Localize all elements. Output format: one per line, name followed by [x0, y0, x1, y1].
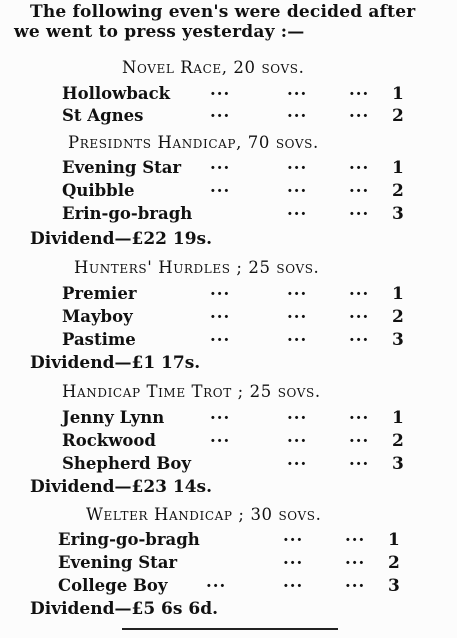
race-heading-presidents: Presidnts Handicap, 70 sovs. [68, 133, 319, 152]
leader-dots: ... [210, 303, 231, 322]
leader-dots: ... [349, 303, 370, 322]
placing: 1 [388, 530, 400, 550]
horse-name: Jenny Lynn [62, 408, 165, 427]
placing: 1 [392, 158, 404, 178]
leader-dots: ... [349, 154, 370, 173]
placing: 1 [392, 408, 404, 428]
placing: 2 [388, 553, 400, 573]
leader-dots: ... [287, 280, 308, 299]
horse-name: Erin-go-bragh [62, 204, 193, 223]
intro-line-1: The following even's were decided after [30, 2, 416, 22]
intro-line-2: we went to press yesterday :— [14, 22, 305, 42]
leader-dots: ... [287, 450, 308, 469]
leader-dots: ... [349, 102, 370, 121]
leader-dots: ... [349, 200, 370, 219]
leader-dots: ... [287, 102, 308, 121]
leader-dots: ... [349, 404, 370, 423]
leader-dots: ... [349, 326, 370, 345]
leader-dots: ... [349, 177, 370, 196]
dividend-line: Dividend—£22 19s. [30, 229, 213, 249]
race-heading-hunters: Hunters' Hurdles ; 25 sovs. [74, 258, 320, 277]
leader-dots: ... [287, 177, 308, 196]
leader-dots: ... [283, 549, 304, 568]
leader-dots: ... [206, 572, 227, 591]
leader-dots: ... [210, 427, 231, 446]
placing: 3 [392, 204, 404, 224]
leader-dots: ... [287, 303, 308, 322]
race-heading-time-trot: Handicap Time Trot ; 25 sovs. [62, 382, 321, 401]
placing: 3 [388, 576, 400, 596]
horse-name: Rockwood [62, 431, 156, 450]
race-heading-welter: Welter Handicap ; 30 sovs. [86, 505, 322, 524]
intro-paragraph [0, 2, 457, 42]
leader-dots: ... [345, 572, 366, 591]
placing: 3 [392, 330, 404, 350]
leader-dots: ... [287, 427, 308, 446]
leader-dots: ... [283, 572, 304, 591]
leader-dots: ... [345, 549, 366, 568]
race-heading-novel: Novel Race, 20 sovs. [122, 58, 305, 77]
horse-name: Premier [62, 284, 137, 303]
placing: 1 [392, 84, 404, 104]
leader-dots: ... [287, 326, 308, 345]
leader-dots: ... [287, 80, 308, 99]
horse-name: Quibble [62, 181, 135, 200]
dividend-line: Dividend—£1 17s. [30, 353, 201, 373]
leader-dots: ... [210, 404, 231, 423]
leader-dots: ... [349, 80, 370, 99]
placing: 1 [392, 284, 404, 304]
leader-dots: ... [345, 526, 366, 545]
leader-dots: ... [210, 326, 231, 345]
placing: 2 [392, 431, 404, 451]
horse-name: Ering-go-bragh [58, 530, 200, 549]
leader-dots: ... [349, 427, 370, 446]
leader-dots: ... [287, 154, 308, 173]
placing: 2 [392, 106, 404, 126]
placing: 2 [392, 307, 404, 327]
horse-name: Pastime [62, 330, 136, 349]
horse-name: Evening Star [62, 158, 182, 177]
horse-name: Shepherd Boy [62, 454, 191, 473]
horse-name: College Boy [58, 576, 168, 595]
leader-dots: ... [287, 200, 308, 219]
leader-dots: ... [210, 80, 231, 99]
leader-dots: ... [210, 177, 231, 196]
horse-name: Evening Star [58, 553, 178, 572]
horse-name: St Agnes [62, 106, 144, 125]
dividend-line: Dividend—£5 6s 6d. [30, 599, 219, 619]
horse-name: Hollowback [62, 84, 171, 103]
dividend-line: Dividend—£23 14s. [30, 477, 213, 497]
placing: 2 [392, 181, 404, 201]
section-rule [122, 628, 338, 630]
horse-name: Mayboy [62, 307, 133, 326]
leader-dots: ... [210, 102, 231, 121]
leader-dots: ... [283, 526, 304, 545]
leader-dots: ... [349, 450, 370, 469]
leader-dots: ... [287, 404, 308, 423]
leader-dots: ... [210, 154, 231, 173]
leader-dots: ... [210, 280, 231, 299]
placing: 3 [392, 454, 404, 474]
leader-dots: ... [349, 280, 370, 299]
